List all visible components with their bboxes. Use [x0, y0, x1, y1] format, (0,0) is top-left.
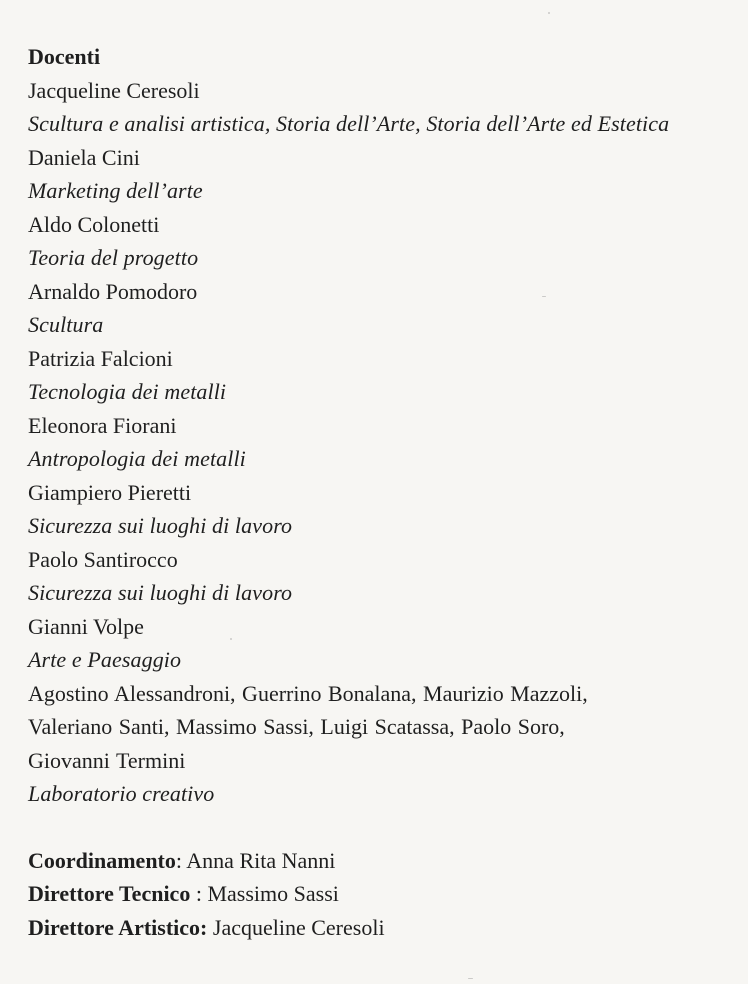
faculty-subject: Tecnologia dei metalli	[28, 379, 227, 404]
faculty-name: Arnaldo Pomodoro	[28, 278, 198, 304]
role-label: Direttore Artistico:	[28, 914, 208, 940]
role-technical-director	[28, 877, 733, 911]
faculty-list	[28, 40, 733, 944]
section-spacer	[28, 811, 733, 844]
faculty-name: Gianni Volpe	[28, 613, 144, 639]
group-name-line: Giovanni Termini	[28, 747, 186, 773]
faculty-subject: Sicurezza sui luoghi di lavoro	[28, 580, 293, 605]
faculty-subject: Scultura e analisi artistica, Storia dell’Arte, Storia dell’Arte ed Estetica	[28, 111, 670, 136]
faculty-subject: Scultura	[28, 312, 104, 337]
role-label: Coordinamento	[28, 847, 176, 873]
section-heading: Docenti	[28, 44, 101, 69]
group-subject: Laboratorio creativo	[28, 781, 215, 806]
faculty-subject: Teoria del progetto	[28, 245, 199, 270]
faculty-name: Giampiero Pieretti	[28, 479, 192, 505]
role-value: Anna Rita Nanni	[186, 847, 336, 873]
role-separator: :	[190, 881, 208, 906]
role-coordination	[28, 844, 733, 878]
faculty-subject: Antropologia dei metalli	[28, 446, 246, 471]
paper-speck	[548, 12, 550, 14]
paper-speck	[468, 978, 473, 979]
group-faculty-names	[28, 677, 733, 778]
paper-speck	[542, 296, 546, 297]
faculty-name: Patrizia Falcioni	[28, 345, 173, 371]
faculty-name: Aldo Colonetti	[28, 211, 160, 237]
role-value: Jacqueline Ceresoli	[212, 914, 385, 940]
paper-speck	[230, 638, 232, 640]
role-artistic-director	[28, 911, 733, 945]
group-name-line: Valeriano Santi, Massimo Sassi, Luigi Scatassa, Paolo Soro,	[28, 714, 565, 739]
faculty-subject: Arte e Paesaggio	[28, 647, 182, 672]
faculty-name: Paolo Santirocco	[28, 546, 178, 572]
faculty-subject: Marketing dell’arte	[28, 178, 203, 203]
faculty-name: Jacqueline Ceresoli	[28, 77, 200, 103]
group-name-line: Agostino Alessandroni, Guerrino Bonalana, Maurizio Mazzoli,	[28, 680, 588, 706]
faculty-subject: Sicurezza sui luoghi di lavoro	[28, 513, 293, 538]
role-value: Massimo Sassi	[207, 881, 339, 906]
faculty-name: Eleonora Fiorani	[28, 412, 177, 438]
role-separator: :	[175, 847, 187, 873]
role-label: Direttore Tecnico	[28, 881, 191, 906]
faculty-name: Daniela Cini	[28, 144, 140, 170]
